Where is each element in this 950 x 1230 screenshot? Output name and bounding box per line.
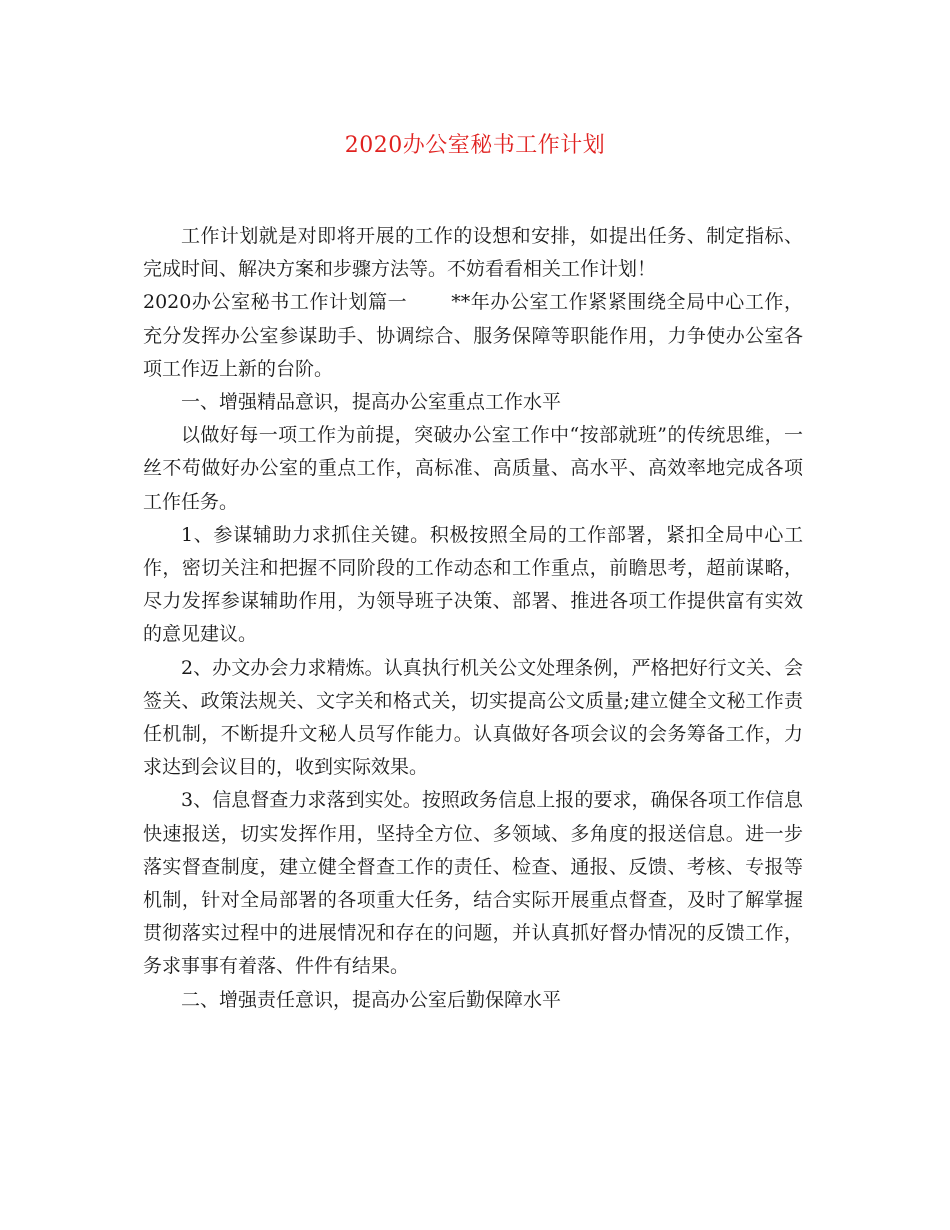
document-body <box>143 220 803 1017</box>
section-heading: 2020办公室秘书工作计划篇一 <box>143 291 408 314</box>
heading-1: 一、增强精品意识，提高办公室重点工作水平 <box>181 391 562 414</box>
item-1: 1、参谋辅助力求抓住关键。积极按照全局的工作部署，紧扣全局中心工作，密切关注和把握不同阶段的工作动态和工作重点，前瞻思考，超前谋略，尽力发挥参谋辅助作用，为领导班子决策、部署、推进各项工作提供富有实效的意见建议。 <box>143 523 803 646</box>
section-body: **年办公室工作紧紧围绕全局中心工作，充分发挥办公室参谋助手、协调综合、服务保障等职能作用，力争使办公室各项工作迈上新的台阶。 <box>143 291 803 380</box>
paragraph-1: 以做好每一项工作为前提，突破办公室工作中“按部就班”的传统思维，一丝不苟做好办公室的重点工作，高标准、高质量、高水平、高效率地完成各项工作任务。 <box>143 424 803 513</box>
document-title: 2020办公室秘书工作计划 <box>344 133 606 158</box>
item-2: 2、办文办会力求精炼。认真执行机关公文处理条例，严格把好行文关、会签关、政策法规关、文字关和格式关，切实提高公文质量;建立健全文秘工作责任机制，不断提升文秘人员写作能力。认真做好各项会议的会务筹备工作，力求达到会议目的，收到实际效果。 <box>143 656 803 779</box>
section-paragraph <box>143 286 803 386</box>
intro-paragraph: 工作计划就是对即将开展的工作的设想和安排，如提出任务、制定指标、完成时间、解决方案和步骤方法等。不妨看看相关工作计划！ <box>143 225 803 281</box>
item-3: 3、信息督查力求落到实处。按照政务信息上报的要求，确保各项工作信息快速报送，切实发挥作用，坚持全方位、多领域、多角度的报送信息。进一步落实督查制度，建立健全督查工作的责任、检查、通报、反馈、考核、专报等机制，针对全局部署的各项重大任务，结合实际开展重点督查，及时了解掌握贯彻落实过程中的进展情况和存在的问题，并认真抓好督办情况的反馈工作，务求事事有着落、件件有结果。 <box>143 789 803 978</box>
heading-2: 二、增强责任意识，提高办公室后勤保障水平 <box>181 988 562 1011</box>
